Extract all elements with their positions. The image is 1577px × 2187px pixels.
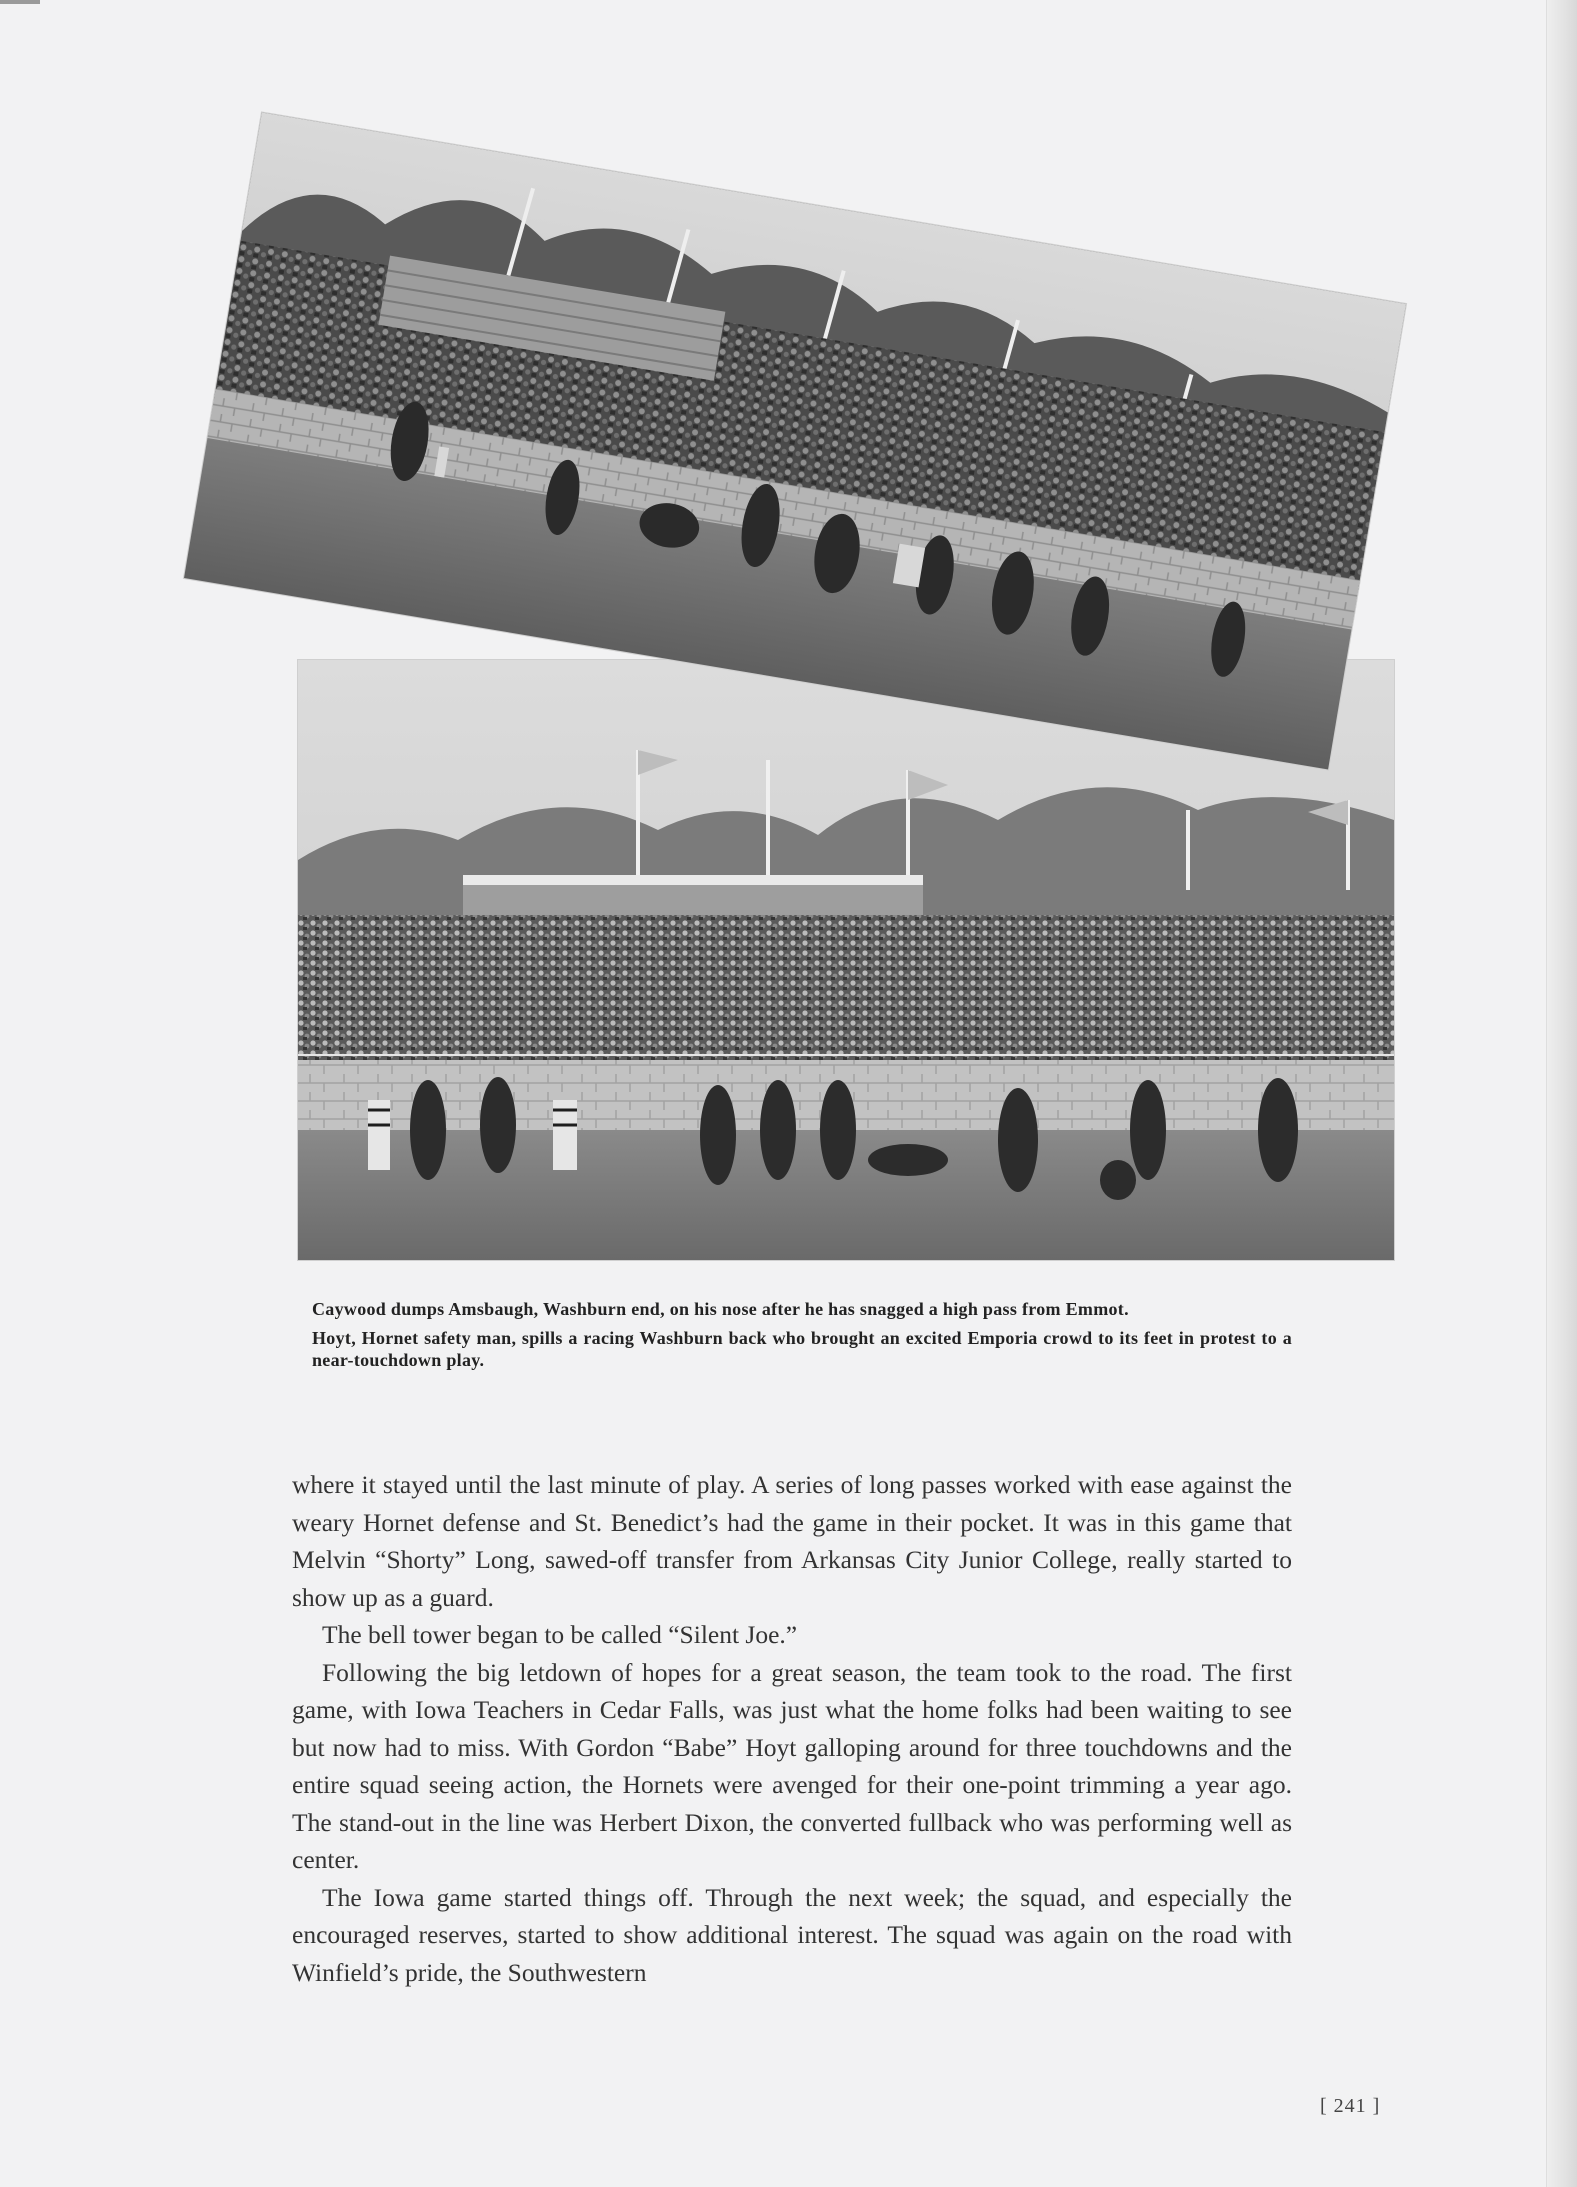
paragraph-1: where it stayed until the last minute of play. A series of long passes worked with ease against the weary Hornet defense and St. Benedict’s had the game in their pocket. It was in this game that Melvin “Shorty” Long, sawed-off transfer from Arkansas City Junior College, really started to show up as a guard.	[292, 1470, 1292, 1612]
paragraph-2: The bell tower began to be called “Silent Joe.”	[322, 1620, 798, 1649]
page-number: [ 241 ]	[1320, 2095, 1381, 2117]
body-text	[292, 1466, 1292, 1991]
page-edge	[1546, 0, 1577, 2187]
paragraph-3: Following the big letdown of hopes for a great season, the team took to the road. The first game, with Iowa Teachers in Cedar Falls, was just what the home folks had been waiting to see but now had to miss. With Gordon “Babe” Hoyt galloping around for three touchdowns and the entire squad seeing action, the Hornets were avenged for their one-point trimming a year ago. The stand-out in the line was Herbert Dixon, the converted fullback who was performing well as center.	[292, 1657, 1292, 1874]
paragraph-4: The Iowa game started things off. Through the next week; the squad, and especially the encouraged reserves, started to show additional interest. The squad was again on the road with Winfield’s pride, the Southwestern	[292, 1882, 1292, 1987]
caption-top-photo: Caywood dumps Amsbaugh, Washburn end, on his nose after he has snagged a high pass from Emmot.	[312, 1299, 1129, 1319]
photo-captions	[312, 1298, 1292, 1378]
page-corner-mark	[0, 0, 40, 4]
caption-bottom-photo: Hoyt, Hornet safety man, spills a racing Washburn back who brought an excited Emporia crowd to its feet in protest to a near-touchdown play.	[312, 1328, 1292, 1370]
